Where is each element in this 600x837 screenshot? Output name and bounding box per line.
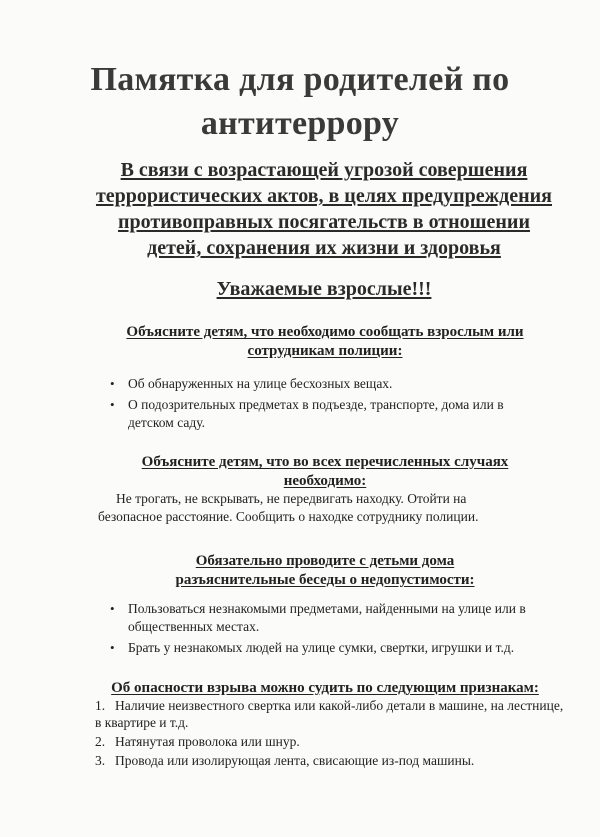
item-text: Натянутая проволока или шнур. xyxy=(115,734,300,749)
list-item: • Пользоваться незнакомыми предметами, найденными на улице или в общественных местах. xyxy=(108,600,553,636)
section1-list xyxy=(108,375,538,435)
item-text: Провода или изолирующая лента, свисающие из-под машины. xyxy=(115,753,475,768)
subtitle-line-3: противоправных посягательств в отношении xyxy=(118,211,530,233)
item-number: 3. xyxy=(95,753,106,768)
page-title-line-1: Памятка для родителей по xyxy=(90,61,510,98)
section4-list xyxy=(95,697,565,771)
section4-heading: Об опасности взрыва можно судить по следующим признакам: xyxy=(111,680,539,696)
section2-heading-line-1: Объясните детям, что во всех перечисленных случаях xyxy=(141,454,509,470)
section3-list xyxy=(108,600,553,660)
list-item xyxy=(95,697,565,731)
subtitle-line-2: террористических актов, в целях предупреждения xyxy=(95,185,553,207)
list-item xyxy=(95,733,565,750)
subtitle-line-1: В связи с возрастающей угрозой совершения xyxy=(120,159,528,181)
section3-heading-line-2: разъяснительные беседы о недопустимости: xyxy=(175,572,475,588)
page-title-line-2: антитеррору xyxy=(200,105,400,142)
list-item: • Об обнаруженных на улице бесхозных вещах. xyxy=(108,375,538,393)
list-item: • Брать у незнакомых людей на улице сумки, свертки, игрушки и т.д. xyxy=(108,639,553,657)
item-number: 1. xyxy=(95,698,106,713)
subtitle-line-4: детей, сохранения их жизни и здоровья xyxy=(147,237,501,259)
section1-heading-line-1: Объясните детям, что необходимо сообщать взрослым или xyxy=(126,324,524,340)
section2-heading-line-2: необходимо: xyxy=(283,473,367,489)
greeting: Уважаемые взрослые!!! xyxy=(216,278,432,300)
item-number: 2. xyxy=(95,734,106,749)
list-item: • О подозрительных предметах в подъезде, транспорте, дома или в детском саду. xyxy=(108,396,538,432)
section3-heading-line-1: Обязательно проводите с детьми дома xyxy=(195,553,455,569)
list-item xyxy=(95,752,565,769)
item-text: Наличие неизвестного свертка или какой-либо детали в машине, на лестнице, в квартире и т.д. xyxy=(95,698,564,730)
section1-heading-line-2: сотрудникам полиции: xyxy=(247,343,403,359)
section2-text: Не трогать, не вскрывать, не передвигать находку. Отойти на безопасное расстояние. Сообщить о находке сотруднику полиции. xyxy=(98,491,479,524)
